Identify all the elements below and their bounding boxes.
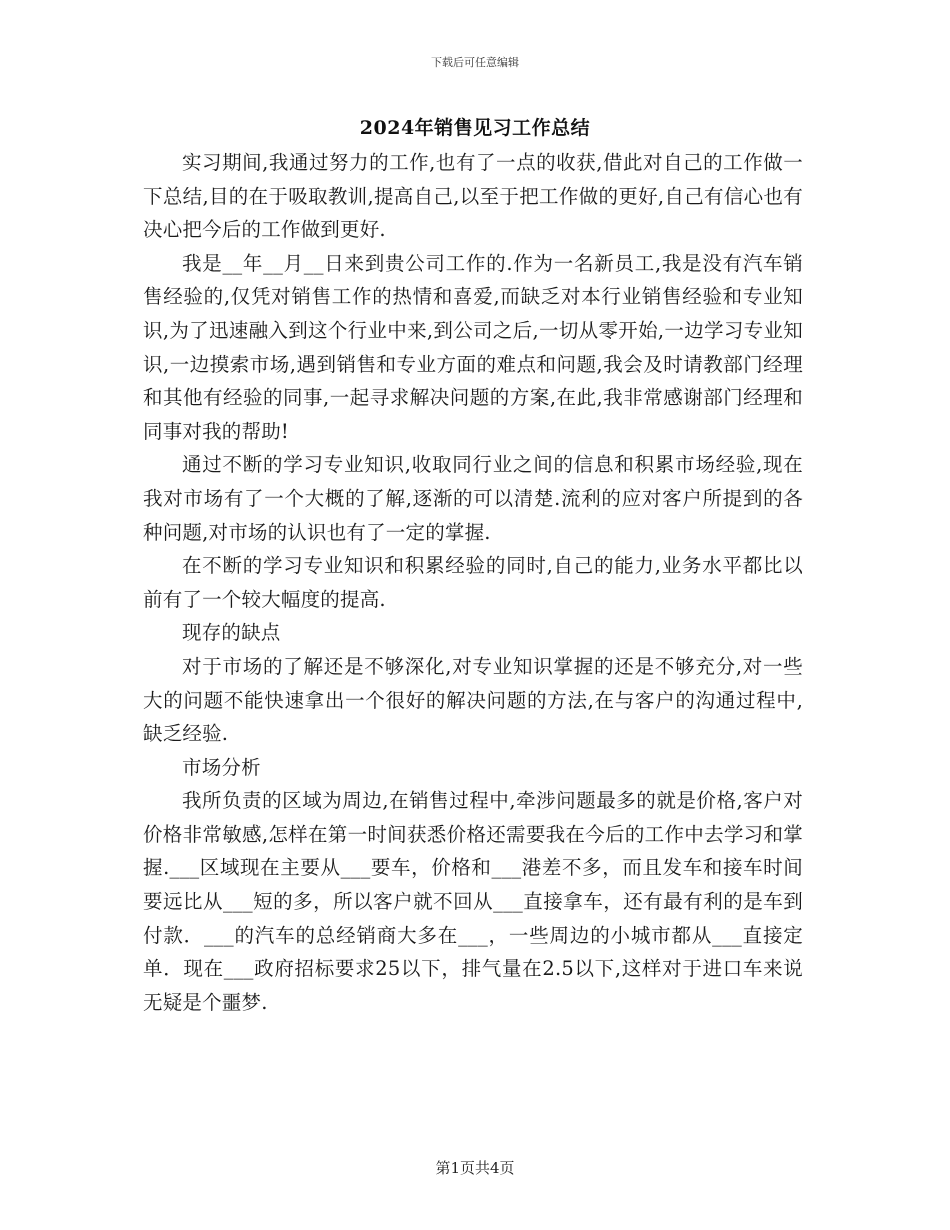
paragraph-learning: 通过不断的学习专业知识,收取同行业之间的信息和积累市场经验,现在我对市场有了一个大概的了解,逐渐的可以清楚.流利的应对客户所提到的各种问题,对市场的认识也有了一定的掌握.	[143, 453, 803, 544]
section-heading-shortcomings: 现存的缺点	[182, 621, 281, 645]
paragraph-intro: 实习期间,我通过努力的工作,也有了一点的收获,借此对自己的工作做一下总结,目的在于吸取教训,提高自己,以至于把工作做的更好,自己有信心也有决心把今后的工作做到更好.	[143, 151, 803, 242]
page-number: 第1页共4页	[435, 1159, 515, 1177]
paragraph-market-analysis: 我所负责的区域为周边,在销售过程中,牵涉问题最多的就是价格,客户对价格非常敏感,怎样在第一时间获悉价格还需要我在今后的工作中去学习和掌握.___区域现在主要从___要车，价格和___港差不多，而且发车和接车时间要远比从___短的多，所以客户就不回从___直接拿车，还有最有利的是车到付款．___的汽车的总经销商大多在___，一些周边的小城市都从___直接定单．现在___政府招标要求25以下，排气量在2.5以下,这样对于进口车来说无疑是个噩梦.	[143, 789, 803, 1014]
paragraph-improvement: 在不断的学习专业知识和积累经验的同时,自己的能力,业务水平都比以前有了一个较大幅度的提高.	[143, 554, 803, 611]
paragraph-background: 我是__年__月__日来到贵公司工作的.作为一名新员工,我是没有汽车销售经验的,仅凭对销售工作的热情和喜爱,而缺乏对本行业销售经验和专业知识,为了迅速融入到这个行业中来,到公司之后,一切从零开始,一边学习专业知识,一边摸索市场,遇到销售和专业方面的难点和问题,我会及时请教部门经理和其他有经验的同事,一起寻求解决问题的方案,在此,我非常感谢部门经理和同事对我的帮助!	[143, 251, 803, 443]
paragraph-shortcomings: 对于市场的了解还是不够深化,对专业知识掌握的还是不够充分,对一些大的问题不能快速拿出一个很好的解决问题的方法,在与客户的沟通过程中,缺乏经验.	[143, 654, 803, 746]
page-header-note: 下载后可任意编辑	[431, 56, 519, 69]
document-title: 2024年销售见习工作总结	[359, 117, 591, 139]
document-body	[143, 146, 803, 1019]
section-heading-market-analysis: 市场分析	[182, 755, 261, 779]
